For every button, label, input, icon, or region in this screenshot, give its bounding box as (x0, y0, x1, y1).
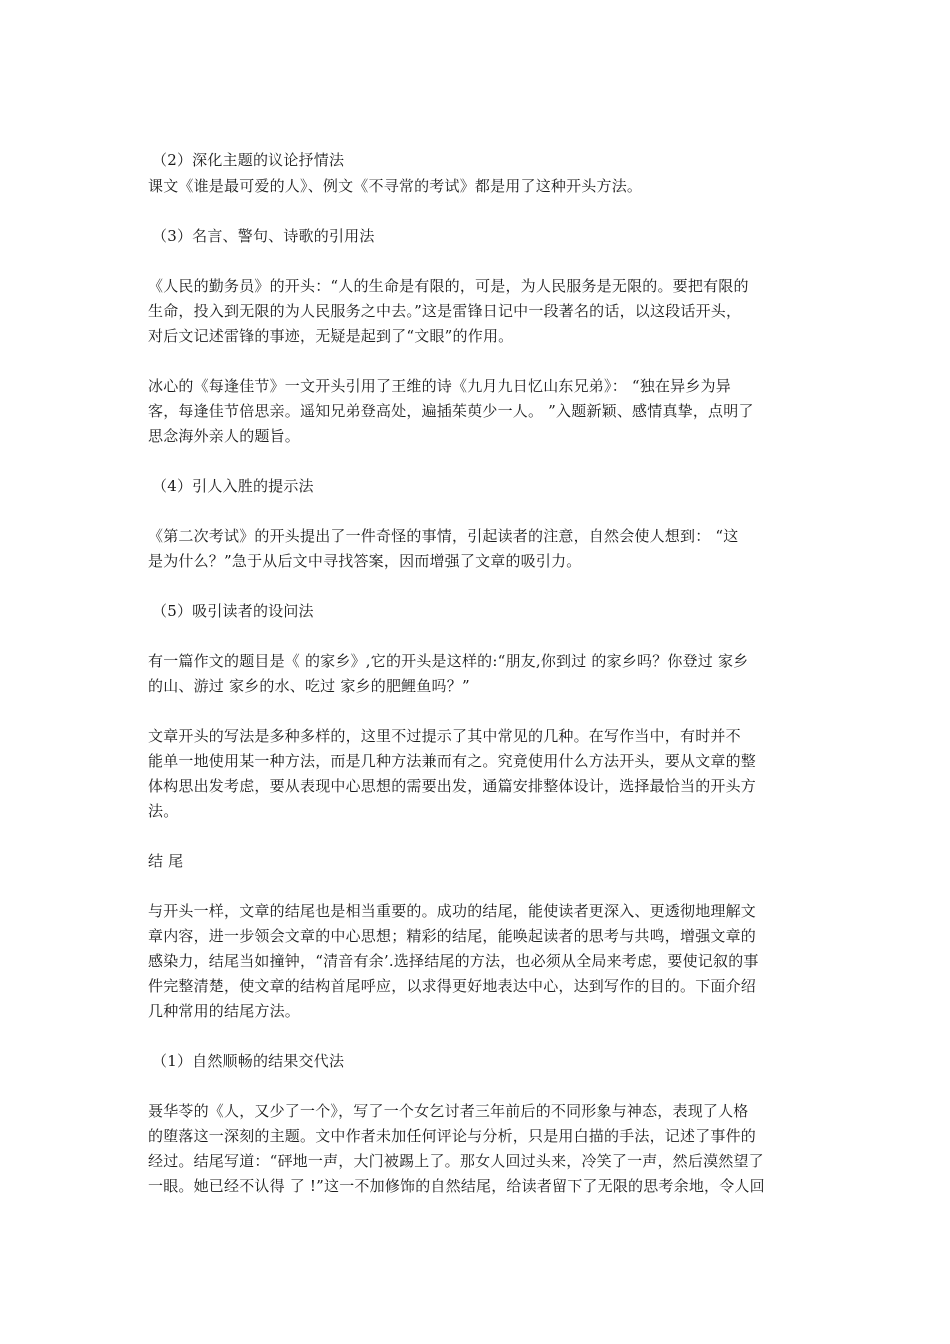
section-heading-prompt: （4）引人入胜的提示法 (152, 477, 314, 495)
paragraph-line: 《人民的勤务员》的开头：“人的生命是有限的，可是，为人民服务是无限的。要把有限的 (148, 277, 749, 295)
paragraph-line: 经过。结尾写道：“砰地一声，大门被踢上了。那女人回过头来，冷笑了一声，然后漠然望了 (148, 1152, 764, 1170)
paragraph-line: 感染力，结尾当如撞钟，“清音有余’.选择结尾的方法，也必须从全局来考虑，要使记叙的事 (148, 952, 759, 970)
paragraph-line: 有一篇作文的题目是《 的家乡》,它的开头是这样的:“朋友,你到过 的家乡吗？你登过 家乡 (148, 652, 749, 670)
paragraph-line: 生命，投入到无限的为人民服务之中去。”这是雷锋日记中一段著名的话，以这段话开头， (148, 302, 742, 320)
paragraph-line: 与开头一样，文章的结尾也是相当重要的。成功的结尾，能使读者更深入、更透彻地理解文 (148, 902, 757, 920)
paragraph-line: 的堕落这一深刻的主题。文中作者未加任何评论与分析，只是用白描的手法，记述了事件的 (148, 1127, 757, 1145)
section-heading-deepen-theme: （2）深化主题的议论抒情法 (152, 151, 345, 169)
paragraph-line: 一眼。她已经不认得 了 !”这一不加修饰的自然结尾，给读者留下了无限的思考余地，令人回 (148, 1177, 765, 1195)
paragraph-line: 章内容，进一步领会文章的中心思想；精彩的结尾，能唤起读者的思考与共鸣，增强文章的 (148, 927, 757, 945)
section-heading-natural-ending: （1）自然顺畅的结果交代法 (152, 1052, 345, 1070)
paragraph-line: 客，每逢佳节倍思亲。遥知兄弟登高处，遍插茱萸少一人。 ”入题新颖、感情真挚，点明了 (148, 402, 754, 420)
paragraph-line: 文章开头的写法是多种多样的，这里不过提示了其中常见的几种。在写作当中，有时并不 (148, 727, 741, 745)
paragraph-line: 法。 (148, 802, 179, 820)
paragraph-line: 冰心的《每逢佳节》一文开头引用了王维的诗《九月九日忆山东兄弟》： “独在异乡为异 (148, 377, 731, 395)
paragraph-line: 聂华苓的《人，又少了一个》，写了一个女乞讨者三年前后的不同形象与神态，表现了人格 (148, 1102, 749, 1120)
paragraph-line: 课文《谁是最可爱的人》、例文《不寻常的考试》都是用了这种开头方法。 (148, 177, 643, 195)
paragraph-line: 《第二次考试》的开头提出了一件奇怪的事情，引起读者的注意，自然会使人想到： “这 (148, 527, 739, 545)
paragraph-line: 体构思出发考虑，要从表现中心思想的需要出发，通篇安排整体设计，选择最恰当的开头方 (148, 777, 757, 795)
section-heading-quotation: （3）名言、警句、诗歌的引用法 (152, 227, 375, 245)
paragraph-line: 是为什么？”急于从后文中寻找答案，因而增强了文章的吸引力。 (148, 552, 582, 570)
paragraph-line: 能单一地使用某一种方法，而是几种方法兼而有之。究竟使用什么方法开头，要从文章的整 (148, 752, 757, 770)
paragraph-line: 的山、游过 家乡的水、吃过 家乡的肥鲤鱼吗？” (148, 677, 470, 695)
paragraph-line: 思念海外亲人的题旨。 (148, 427, 301, 445)
paragraph-line: 对后文记述雷锋的事迹，无疑是起到了“文眼”的作用。 (148, 327, 514, 345)
paragraph-line: 件完整清楚，使文章的结构首尾呼应，以求得更好地表达中心，达到写作的目的。下面介绍 (148, 977, 757, 995)
paragraph-line: 几种常用的结尾方法。 (148, 1002, 301, 1020)
section-heading-question: （5）吸引读者的设问法 (152, 602, 314, 620)
section-heading-ending: 结 尾 (148, 852, 184, 870)
